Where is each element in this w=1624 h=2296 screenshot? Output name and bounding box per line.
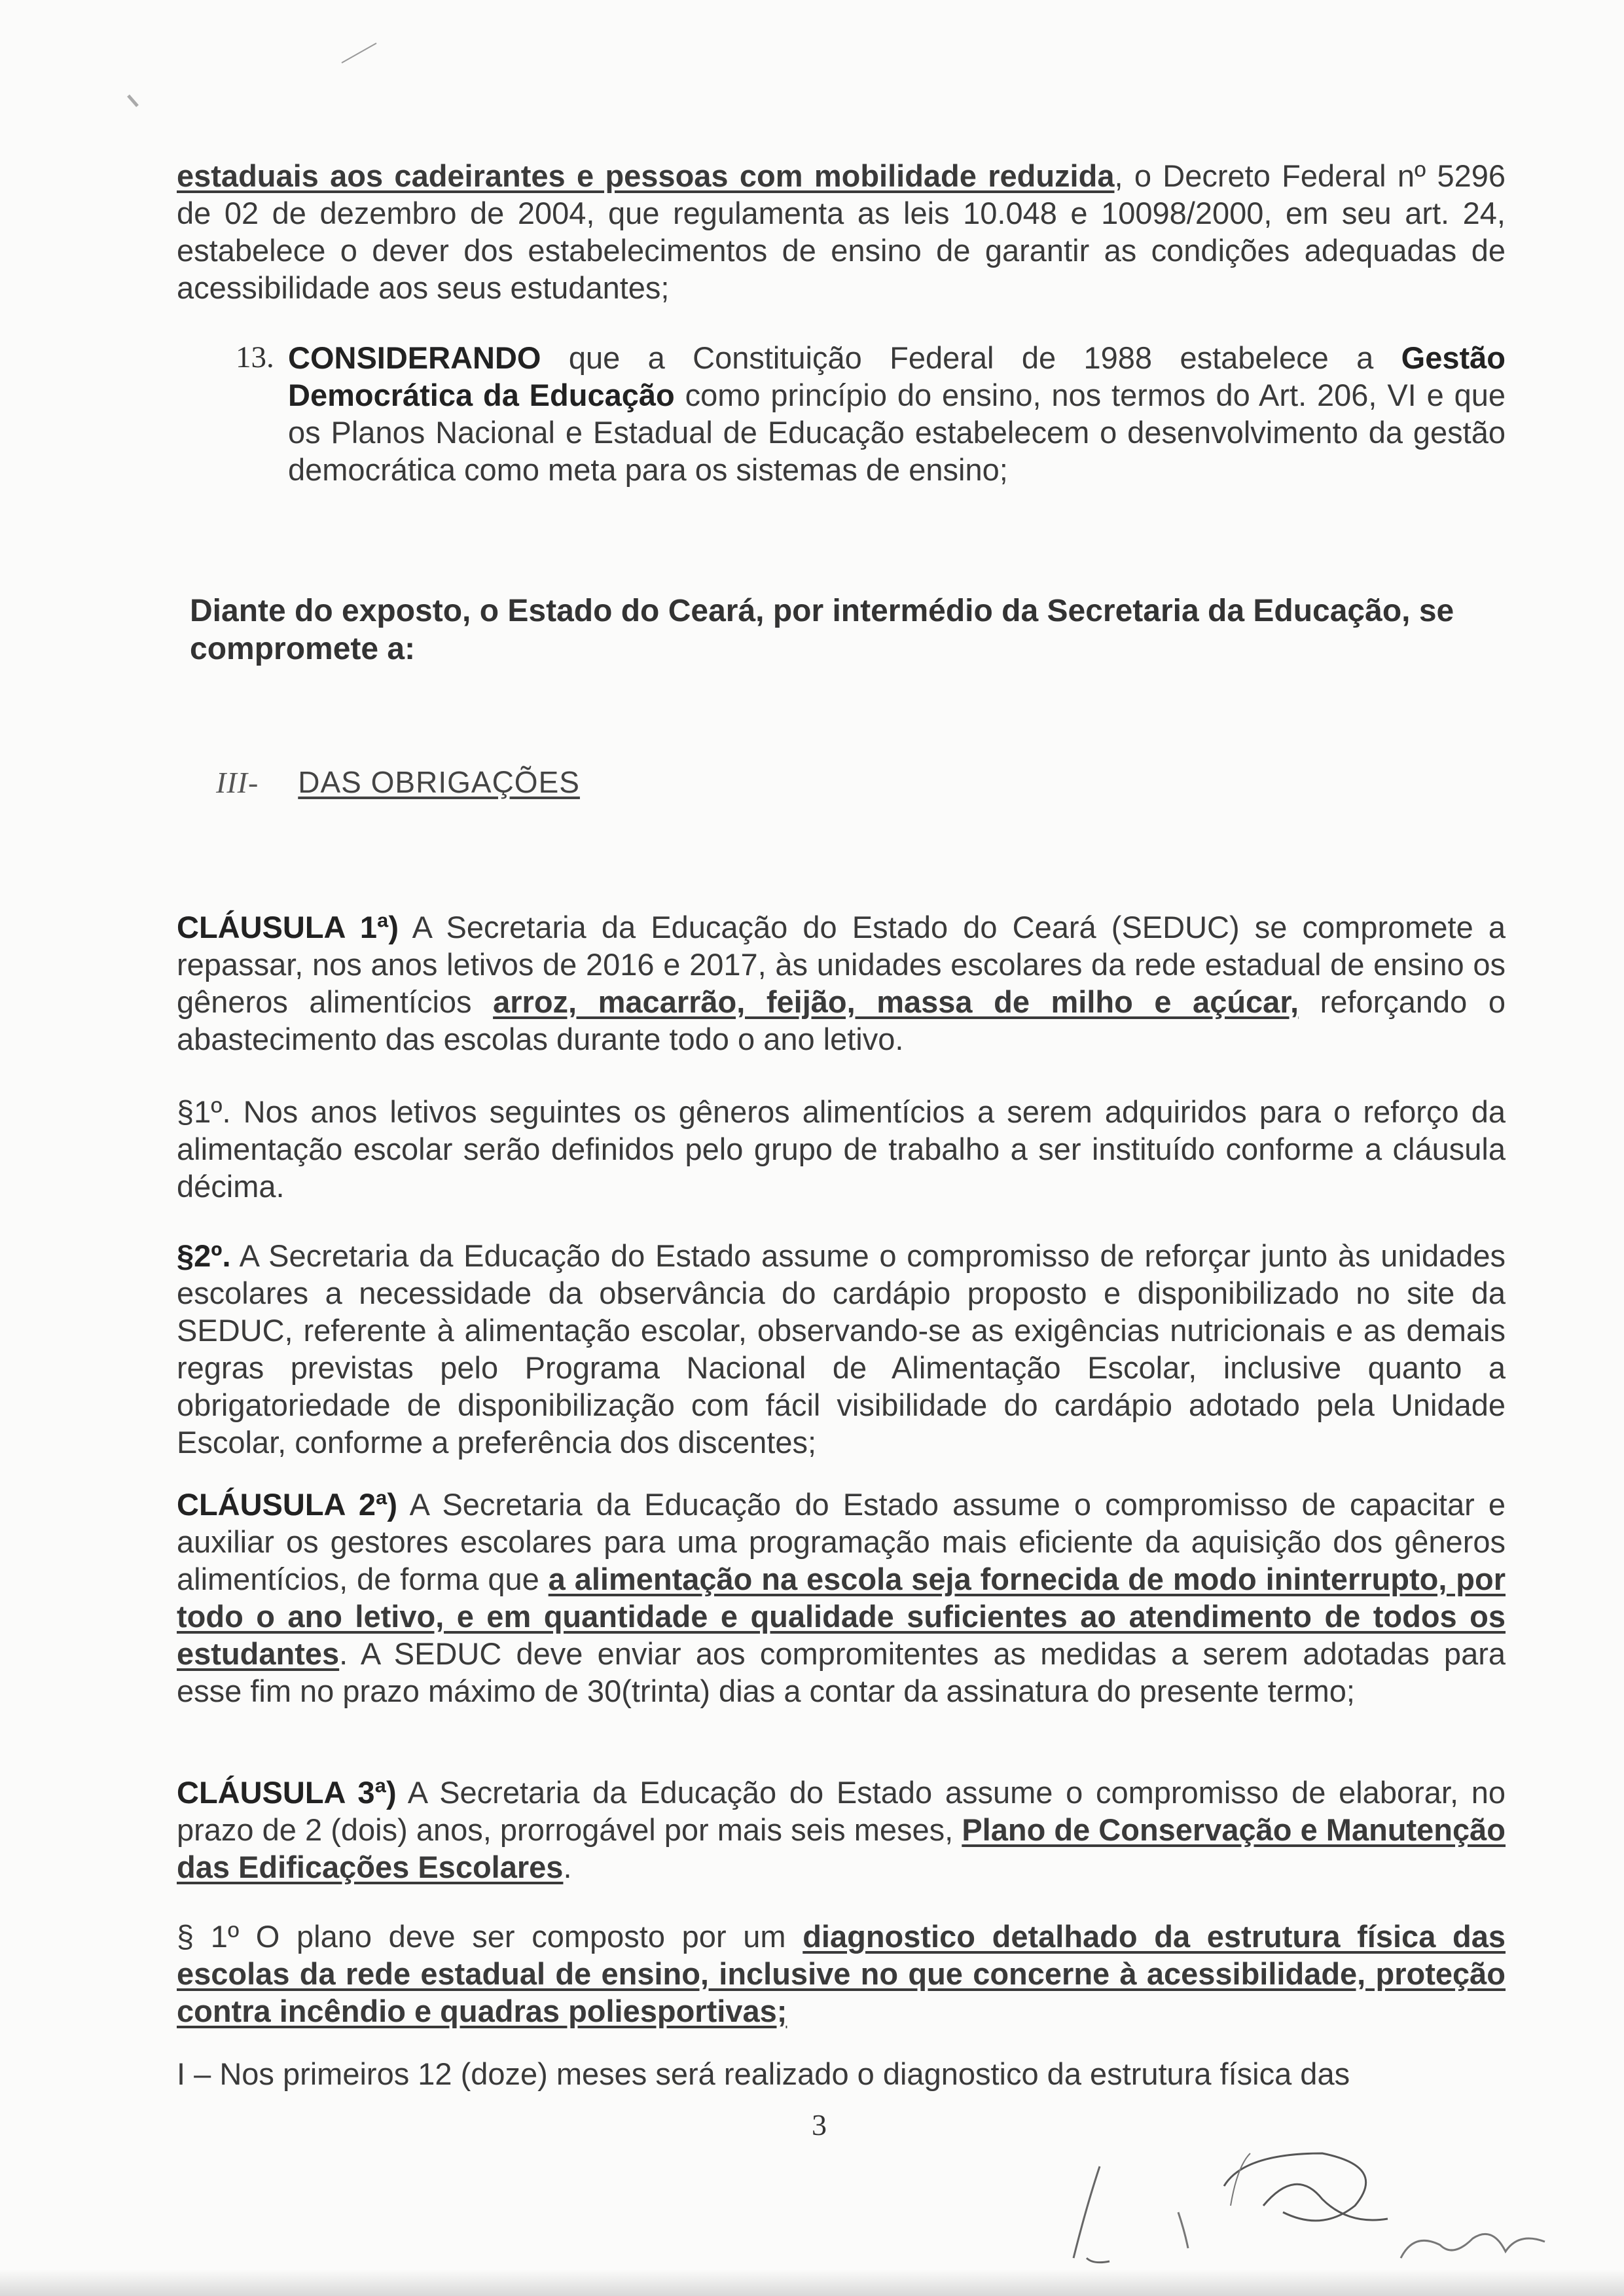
paragraph-label: §2º. bbox=[177, 1238, 231, 1273]
section-roman-numeral: III- bbox=[216, 766, 259, 799]
signature-initials bbox=[1047, 2127, 1571, 2278]
section-title: DAS OBRIGAÇÕES bbox=[298, 765, 580, 799]
paragraph-label: §1º. bbox=[177, 1094, 231, 1129]
item-I: I – Nos primeiros 12 (doze) meses será realizado o diagnostico da estrutura física das bbox=[177, 2056, 1350, 2091]
clausula-3: CLÁUSULA 3ª) A Secretaria da Educação do Estado assume o compromisso de elaborar, no prazo de 2 (dois) anos, prorrogável por mais seis meses, Plano de Conservação e Manutenção das Edificações Escolares. bbox=[177, 1775, 1506, 1884]
clause-label: CLÁUSULA 3ª) bbox=[177, 1775, 397, 1810]
item-number: 13. bbox=[236, 340, 274, 374]
paragraph-label: § 1º bbox=[177, 1919, 240, 1954]
clause-label: CLÁUSULA 2ª) bbox=[177, 1487, 398, 1522]
paragraph-accessibility: estaduais aos cadeirantes e pessoas com mobilidade reduzida, o Decreto Federal nº 5296 de 02 de dezembro de 2004, que regulamenta as leis 10.048 e 10098/2000, em seu art. 24, estabelece o dever dos estabelecimentos de ensino de garantir as condições adequadas de acessibilidade aos seus estudantes; bbox=[177, 158, 1506, 305]
item-13: 13. CONSIDERANDO que a Constituição Federal de 1988 estabelece a Gestão Democrática da Educação como princípio do ensino, nos termos do Art. 206, VI e que os Planos Nacional e Estadual de Educação estabelecem o desenvolvimento da gestão democrática como meta para os sistemas de ensino; bbox=[236, 340, 1506, 487]
clause-label: CLÁUSULA 1ª) bbox=[177, 910, 399, 944]
clausula-2: CLÁUSULA 2ª) A Secretaria da Educação do Estado assume o compromisso de capacitar e auxiliar os gestores escolares para uma programação mais eficiente da aquisição dos gêneros alimentícios, de forma que a alimentação na escola seja fornecida de modo ininterrupto, por todo o ano letivo, e em quantidade e qualidade suficientes ao atendimento de todos os estudantes. A SEDUC deve enviar aos compromitentes as medidas a serem adotadas para esse fim no prazo máximo de 30(trinta) dias a contar da assinatura do presente termo; bbox=[177, 1487, 1506, 1708]
clausula-1-paragraph-2: §2º. A Secretaria da Educação do Estado assume o compromisso de reforçar junto às unidades escolares a necessidade da observância do cardápio proposto e disponibilizado no site da SEDUC, referente à alimentação escolar, observando-se as exigências nutricionais e as demais regras previstas pelo Programa Nacional de Alimentação Escolar, inclusive quanto a obrigatoriedade de disponibilização com fácil visibilidade do cardápio adotado pela Unidade Escolar, conforme a preferência dos discentes; bbox=[177, 1238, 1506, 1460]
clausula-1: CLÁUSULA 1ª) A Secretaria da Educação do Estado do Ceará (SEDUC) se compromete a repassar, nos anos letivos de 2016 e 2017, às unidades escolares da rede estadual de ensino os gêneros alimentícios arroz, macarrão, feijão, massa de milho e açúcar, reforçando o abastecimento das escolas durante todo o ano letivo. bbox=[177, 910, 1506, 1056]
section-heading bbox=[216, 764, 580, 800]
clausula-3-paragraph-1: § 1º O plano deve ser composto por um diagnostico detalhado da estrutura física das escolas da rede estadual de ensino, inclusive no que concerne à acessibilidade, proteção contra incêndio e quadras poliesportivas; bbox=[177, 1919, 1506, 2028]
scan-mark-left bbox=[124, 92, 144, 111]
lead-sentence: Diante do exposto, o Estado do Ceará, por intermédio da Secretaria da Educação, se compromete a: bbox=[190, 594, 1454, 666]
clausula-1-paragraph-1: §1º. Nos anos letivos seguintes os gêneros alimentícios a serem adquiridos para o reforço da alimentação escolar serão definidos pelo grupo de trabalho a ser instituído conforme a cláusula décima. bbox=[177, 1094, 1506, 1204]
underlined-text: estaduais aos cadeirantes e pessoas com mobilidade reduzida bbox=[177, 158, 1115, 193]
scan-mark-top bbox=[340, 39, 380, 65]
page-number: 3 bbox=[812, 2108, 827, 2142]
